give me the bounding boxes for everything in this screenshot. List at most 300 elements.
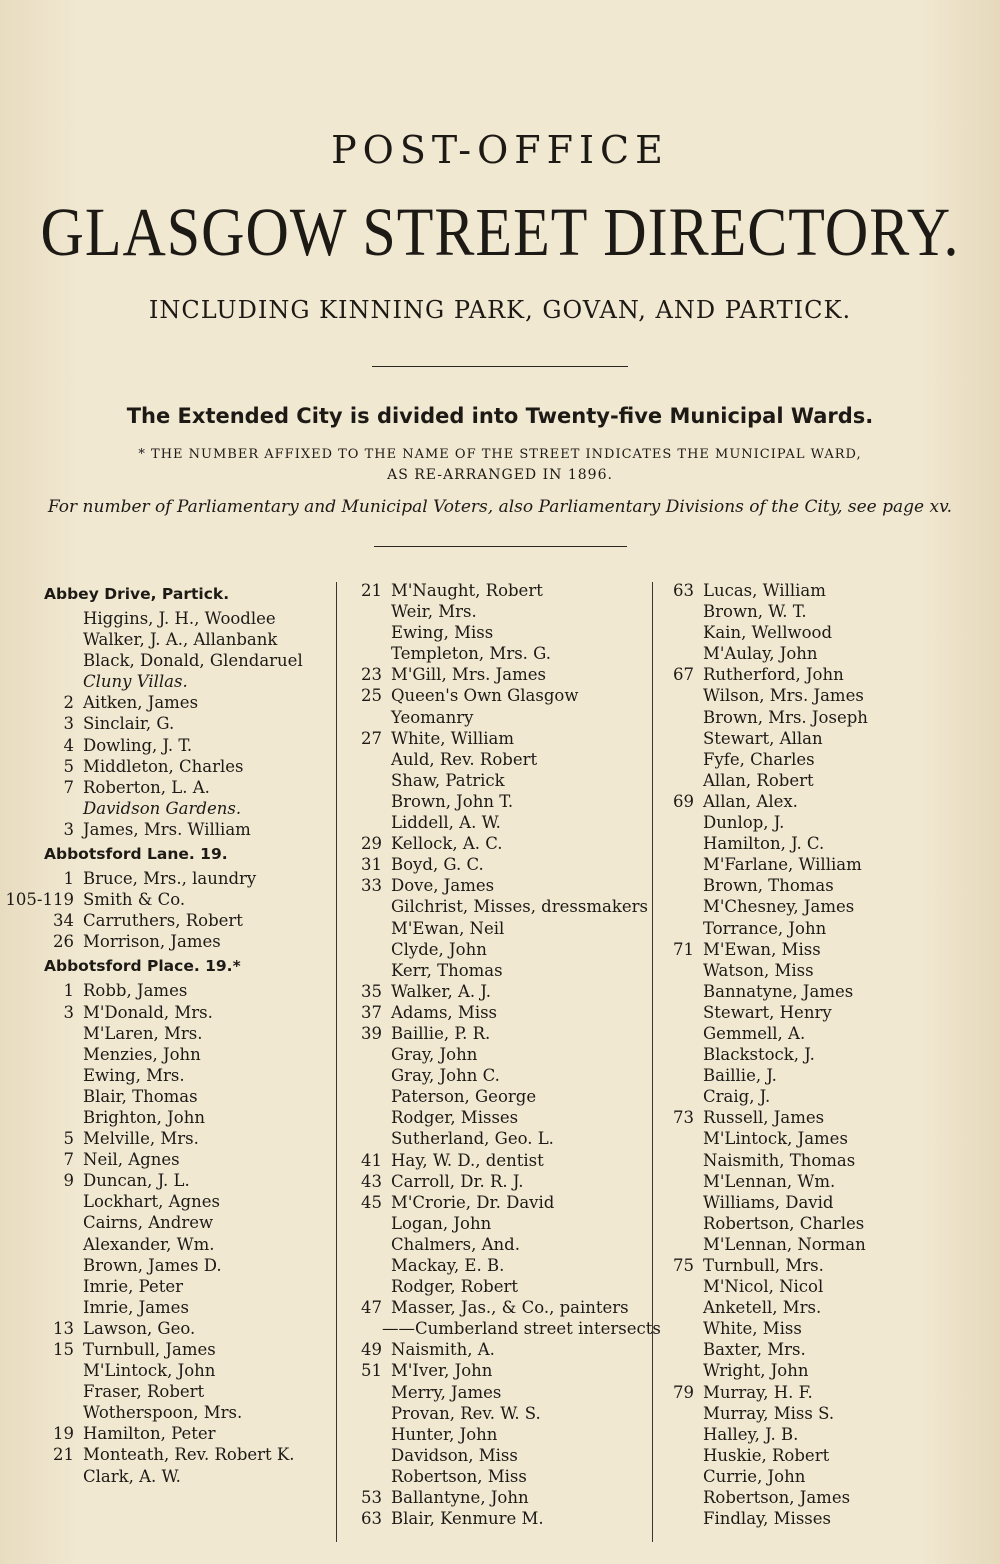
resident-name: Kerr, Thomas [391, 960, 503, 980]
directory-entry [352, 1002, 642, 1023]
house-number: 5 [63, 1129, 74, 1149]
resident-name: Brown, Thomas [703, 876, 834, 896]
directory-entry [664, 1213, 994, 1234]
house-number [664, 1044, 694, 1065]
house-number: 73 [673, 1108, 694, 1128]
directory-entry [44, 650, 334, 671]
resident-name: Neil, Agnes [83, 1150, 180, 1170]
directory-entry [352, 601, 642, 622]
house-number [352, 1213, 382, 1234]
directory-entry [44, 1444, 334, 1465]
resident-name: Melville, Mrs. [83, 1129, 199, 1149]
directory-entry [352, 707, 642, 728]
resident-name: M'Nicol, Nicol [703, 1277, 824, 1297]
resident-name: Williams, David [703, 1192, 834, 1212]
directory-entry [352, 833, 642, 854]
directory-entry [352, 1107, 642, 1128]
directory-entry [664, 1255, 994, 1276]
resident-name: M'Ewan, Miss [703, 939, 821, 959]
directory-entry [664, 1044, 994, 1065]
house-number [352, 601, 382, 622]
resident-name: Boyd, G. C. [391, 855, 484, 875]
house-number [44, 650, 74, 671]
directory-entry [664, 580, 994, 601]
directory-entry [664, 1107, 994, 1128]
resident-name: Wright, John [703, 1361, 809, 1381]
resident-name: Kain, Wellwood [703, 623, 833, 643]
house-number [664, 960, 694, 981]
resident-name: Anketell, Mrs. [703, 1298, 822, 1318]
house-number: 41 [361, 1150, 382, 1170]
resident-name: Naismith, A. [391, 1340, 495, 1360]
directory-entry [44, 1023, 334, 1044]
house-number: 2 [63, 693, 74, 713]
resident-name: Blackstock, J. [703, 1045, 815, 1065]
resident-name: Yeomanry [391, 707, 474, 727]
house-number [664, 1128, 694, 1149]
directory-entry [352, 1234, 642, 1255]
house-number: 25 [361, 686, 382, 706]
resident-name: Wotherspoon, Mrs. [83, 1403, 243, 1423]
house-number: 63 [673, 581, 694, 600]
resident-name: Lockhart, Agnes [83, 1192, 220, 1212]
house-number [352, 1255, 382, 1276]
house-number [664, 896, 694, 917]
street-heading [44, 840, 334, 868]
house-number [352, 1107, 382, 1128]
resident-name: White, William [391, 728, 515, 748]
directory-entry [352, 960, 642, 981]
house-number [664, 1403, 694, 1424]
house-number: 21 [361, 581, 382, 600]
directory-entry [352, 896, 648, 917]
directory-entry [352, 1023, 642, 1044]
house-number [352, 1466, 382, 1487]
resident-name: Queen's Own Glasgow [391, 686, 579, 706]
house-number [352, 622, 382, 643]
resident-name: Brown, Mrs. Joseph [703, 707, 868, 727]
house-number [664, 1318, 694, 1339]
house-number [664, 685, 694, 706]
resident-name: Walker, A. J. [391, 981, 491, 1001]
directory-entry [352, 1508, 642, 1529]
house-number [664, 918, 694, 939]
sub-heading [44, 798, 334, 819]
directory-entry [352, 812, 642, 833]
resident-name: M'Naught, Robert [391, 581, 543, 600]
directory-entry [352, 854, 642, 875]
resident-name: Duncan, J. L. [83, 1171, 190, 1191]
house-number [44, 1381, 74, 1402]
house-number [44, 608, 74, 629]
directory-entry [352, 981, 642, 1002]
directory-entry [44, 777, 334, 798]
resident-name: Baillie, P. R. [391, 1023, 491, 1043]
resident-name: M'Lintock, John [83, 1361, 216, 1381]
house-number [352, 1065, 382, 1086]
house-number [352, 749, 382, 770]
resident-name: Brown, James D. [83, 1255, 222, 1275]
resident-name: Brighton, John [83, 1107, 205, 1127]
house-number [664, 1466, 694, 1487]
directory-entry [44, 1255, 334, 1276]
house-number [664, 1213, 694, 1234]
resident-name: Blair, Thomas [83, 1086, 198, 1106]
house-number [352, 707, 382, 728]
resident-name: Hamilton, J. C. [703, 834, 825, 854]
resident-name: Naismith, Thomas [703, 1150, 856, 1170]
directory-entry [352, 1086, 642, 1107]
resident-name: Brown, W. T. [703, 602, 807, 622]
directory-entry [664, 833, 994, 854]
directory-entry [664, 854, 994, 875]
house-number [664, 728, 694, 749]
directory-entry [352, 1360, 642, 1381]
house-number [352, 1318, 382, 1339]
directory-entry [44, 819, 334, 840]
column-divider-1 [336, 582, 337, 1542]
directory-entry [352, 1276, 642, 1297]
directory-entry [44, 1212, 334, 1233]
house-number [352, 1086, 382, 1107]
resident-name: Morrison, James [83, 932, 221, 952]
directory-entry [352, 918, 642, 939]
house-number [664, 833, 694, 854]
house-number [352, 1424, 382, 1445]
house-number [352, 1382, 382, 1403]
house-number: 1 [63, 869, 74, 889]
directory-entry [352, 664, 642, 685]
resident-name: Templeton, Mrs. G. [391, 644, 551, 664]
resident-name: Lucas, William [703, 581, 826, 600]
house-number [352, 1276, 382, 1297]
directory-entry [352, 770, 642, 791]
house-number: 26 [53, 932, 74, 952]
house-number [664, 749, 694, 770]
house-number [664, 1234, 694, 1255]
directory-entry [664, 812, 994, 833]
house-number [44, 629, 74, 650]
resident-name: Findlay, Misses [703, 1509, 831, 1529]
house-number: 3 [63, 1002, 74, 1022]
house-number: 23 [361, 665, 382, 685]
directory-entry [664, 791, 994, 812]
resident-name: Bannatyne, James [703, 981, 854, 1001]
resident-name: Davidson, Miss [391, 1445, 518, 1465]
house-number [664, 1150, 694, 1171]
resident-name: Black, Donald, Glendaruel [83, 651, 303, 671]
directory-entry [44, 713, 334, 734]
directory-entry [44, 910, 334, 931]
directory-column-2 [352, 580, 661, 1529]
directory-entry [44, 1065, 334, 1086]
resident-name: Turnbull, James [83, 1340, 216, 1359]
house-number [352, 791, 382, 812]
directory-entry [44, 1466, 334, 1487]
resident-name: Allan, Alex. [703, 791, 798, 811]
house-number [664, 1086, 694, 1107]
resident-name: Middleton, Charles [83, 756, 244, 776]
house-number [664, 812, 694, 833]
house-number [44, 671, 74, 692]
directory-entry [664, 1508, 994, 1529]
resident-name: Robertson, James [703, 1488, 851, 1508]
resident-name: Allan, Robert [703, 770, 814, 790]
resident-name: M'Ewan, Neil [391, 918, 505, 938]
house-number: 31 [361, 855, 382, 875]
directory-entry [664, 1234, 994, 1255]
house-number [352, 1234, 382, 1255]
resident-name: M'Laren, Mrs. [83, 1023, 203, 1043]
house-number: 49 [361, 1340, 382, 1360]
resident-name: Sinclair, G. [83, 714, 175, 734]
resident-name: Provan, Rev. W. S. [391, 1403, 541, 1423]
directory-entry [44, 1044, 334, 1065]
resident-name: Gemmell, A. [703, 1023, 806, 1043]
resident-name: White, Miss [703, 1319, 802, 1339]
resident-name: Gray, John [391, 1045, 478, 1065]
directory-entry [44, 608, 334, 629]
house-number [664, 1297, 694, 1318]
house-number: 15 [53, 1340, 74, 1359]
house-number: 67 [673, 665, 694, 685]
resident-name: Lawson, Geo. [83, 1318, 196, 1338]
directory-entry [352, 643, 642, 664]
resident-name: Dunlop, J. [703, 813, 785, 833]
resident-name: Russell, James [703, 1108, 825, 1128]
directory-entry [352, 1318, 661, 1339]
directory-entry [44, 1423, 334, 1444]
directory-entry [352, 1171, 642, 1192]
directory-entry [44, 1276, 334, 1297]
directory-entry [664, 896, 994, 917]
directory-entry [352, 1065, 642, 1086]
house-number: 3 [63, 819, 74, 839]
resident-name: James, Mrs. William [83, 819, 251, 839]
house-number: 69 [673, 791, 694, 811]
resident-name: Wilson, Mrs. James [703, 686, 864, 706]
house-number [352, 939, 382, 960]
directory-entry [44, 692, 334, 713]
street-name: Abbotsford Lane. 19. [44, 845, 228, 864]
directory-entry [664, 1339, 994, 1360]
directory-entry [664, 664, 994, 685]
house-number: 43 [361, 1171, 382, 1191]
resident-name: Robb, James [83, 981, 188, 1001]
directory-entry [352, 685, 642, 706]
resident-name: Logan, John [391, 1213, 492, 1233]
house-number [664, 981, 694, 1002]
directory-entry [664, 1023, 994, 1044]
directory-entry [664, 1382, 994, 1403]
house-number: 47 [361, 1298, 382, 1318]
directory-entry [664, 1150, 994, 1171]
directory-entry [664, 1318, 994, 1339]
resident-name: Blair, Kenmure M. [391, 1509, 544, 1529]
resident-name: Hunter, John [391, 1424, 498, 1444]
house-number: 1 [63, 981, 74, 1001]
house-number: 105-119 [5, 890, 74, 910]
house-number [664, 1192, 694, 1213]
house-number: 51 [361, 1361, 382, 1381]
resident-name: Kellock, A. C. [391, 834, 503, 854]
directory-entry [352, 1128, 642, 1149]
house-number [44, 1107, 74, 1128]
resident-name: Torrance, John [703, 918, 827, 938]
title-glasgow-street-directory: GLASGOW STREET DIRECTORY. [40, 193, 960, 270]
resident-name: Gray, John C. [391, 1066, 500, 1086]
resident-name: Hamilton, Peter [83, 1424, 216, 1444]
directory-entry [352, 580, 642, 601]
directory-entry [664, 1128, 994, 1149]
section-rule [374, 546, 627, 547]
house-number: 37 [361, 1002, 382, 1022]
directory-entry [664, 1445, 994, 1466]
house-number: 27 [361, 728, 382, 748]
ward-note-line1: * THE NUMBER AFFIXED TO THE NAME OF THE STREET INDICATES THE MUNICIPAL WARD, [138, 447, 862, 462]
resident-name: M'Farlane, William [703, 855, 862, 875]
house-number [664, 1276, 694, 1297]
resident-name: Baillie, J. [703, 1066, 777, 1086]
house-number [664, 1487, 694, 1508]
house-number [352, 770, 382, 791]
directory-entry [44, 1339, 334, 1360]
directory-entry [44, 931, 334, 952]
directory-entry [352, 1445, 642, 1466]
resident-name: Stewart, Henry [703, 1002, 832, 1022]
directory-entry [664, 601, 994, 622]
house-number [44, 1044, 74, 1065]
house-number [352, 812, 382, 833]
resident-name: Ewing, Miss [391, 623, 494, 643]
directory-entry [352, 1150, 642, 1171]
resident-name: Merry, James [391, 1382, 502, 1402]
directory-entry [664, 918, 994, 939]
directory-entry [352, 1339, 642, 1360]
house-number [352, 960, 382, 981]
resident-name: Davidson Gardens. [83, 798, 242, 818]
resident-name: Huskie, Robert [703, 1445, 830, 1465]
directory-entry [5, 889, 334, 910]
directory-entry [664, 939, 994, 960]
directory-entry [44, 1107, 334, 1128]
resident-name: Fraser, Robert [83, 1382, 205, 1402]
house-number: 19 [53, 1424, 74, 1444]
directory-entry [664, 1424, 994, 1445]
directory-entry [44, 1360, 334, 1381]
house-number: 53 [361, 1488, 382, 1508]
directory-entry [352, 1255, 642, 1276]
resident-name: Smith & Co. [83, 890, 186, 910]
resident-name: Dowling, J. T. [83, 735, 193, 755]
house-number [44, 1023, 74, 1044]
directory-entry [664, 1276, 994, 1297]
house-number: 63 [361, 1509, 382, 1529]
directory-entry [664, 1086, 994, 1107]
directory-entry [664, 685, 994, 706]
voters-note: For number of Parliamentary and Municipal Voters, also Parliamentary Divisions of the City, see page xv. [47, 497, 953, 517]
directory-column-3 [664, 580, 994, 1529]
house-number [352, 1445, 382, 1466]
house-number [664, 1360, 694, 1381]
house-number [352, 1128, 382, 1149]
directory-entry [44, 1149, 334, 1170]
house-number [352, 918, 382, 939]
directory-entry [352, 749, 642, 770]
resident-name: Dove, James [391, 876, 495, 896]
resident-name: Aitken, James [83, 693, 199, 713]
resident-name: Cluny Villas. [83, 672, 188, 692]
house-number: 5 [63, 756, 74, 776]
resident-name: Imrie, James [83, 1297, 189, 1317]
resident-name: Cairns, Andrew [83, 1213, 214, 1233]
house-number [352, 643, 382, 664]
sub-heading [44, 671, 334, 692]
directory-entry [352, 1044, 642, 1065]
resident-name: M'Iver, John [391, 1361, 493, 1381]
directory-entry [664, 622, 994, 643]
house-number: 71 [673, 939, 694, 959]
house-number: 7 [63, 1150, 74, 1170]
street-name: Abbey Drive, Partick. [44, 585, 230, 603]
resident-name: Paterson, George [391, 1087, 537, 1107]
directory-entry [44, 980, 334, 1001]
house-number [352, 1044, 382, 1065]
resident-name: Adams, Miss [391, 1002, 498, 1022]
resident-name: Carroll, Dr. R. J. [391, 1171, 524, 1191]
house-number: 75 [673, 1256, 694, 1275]
house-number [664, 1171, 694, 1192]
resident-name: M'Crorie, Dr. David [391, 1192, 555, 1212]
directory-entry [44, 1297, 334, 1318]
resident-name: Gilchrist, Misses, dressmakers [391, 897, 648, 917]
directory-entry [664, 875, 994, 896]
street-heading [44, 952, 334, 980]
resident-name: Robertson, Miss [391, 1466, 527, 1486]
directory-entry [352, 939, 642, 960]
resident-name: M'Aulay, John [703, 644, 818, 664]
directory-entry [664, 749, 994, 770]
directory-entry [352, 1403, 642, 1424]
directory-entry [664, 1002, 994, 1023]
resident-name: Menzies, John [83, 1044, 201, 1064]
resident-name: Mackay, E. B. [391, 1256, 505, 1275]
house-number [44, 1234, 74, 1255]
directory-entry [352, 1192, 642, 1213]
directory-entry [44, 1128, 334, 1149]
house-number [664, 1065, 694, 1086]
resident-name: Walker, J. A., Allanbank [83, 630, 278, 650]
bleed-through-header [0, 0, 1000, 24]
directory-entry [664, 728, 994, 749]
directory-entry [664, 1360, 994, 1381]
resident-name: Brown, John T. [391, 791, 514, 811]
house-number: 35 [361, 981, 382, 1001]
ward-note-line2: AS RE-ARRANGED IN 1896. [387, 467, 613, 483]
house-number [664, 770, 694, 791]
resident-name: Craig, J. [703, 1087, 771, 1107]
resident-name: Watson, Miss [703, 960, 814, 980]
title-post-office: POST-OFFICE [331, 128, 669, 172]
house-number [664, 1002, 694, 1023]
directory-entry [352, 791, 642, 812]
resident-name: Fyfe, Charles [703, 749, 815, 769]
directory-entry [664, 1487, 994, 1508]
resident-name: M'Lennan, Norman [703, 1234, 866, 1254]
house-number: 21 [53, 1445, 74, 1465]
resident-name: Bruce, Mrs., laundry [83, 869, 257, 889]
house-number [44, 1255, 74, 1276]
